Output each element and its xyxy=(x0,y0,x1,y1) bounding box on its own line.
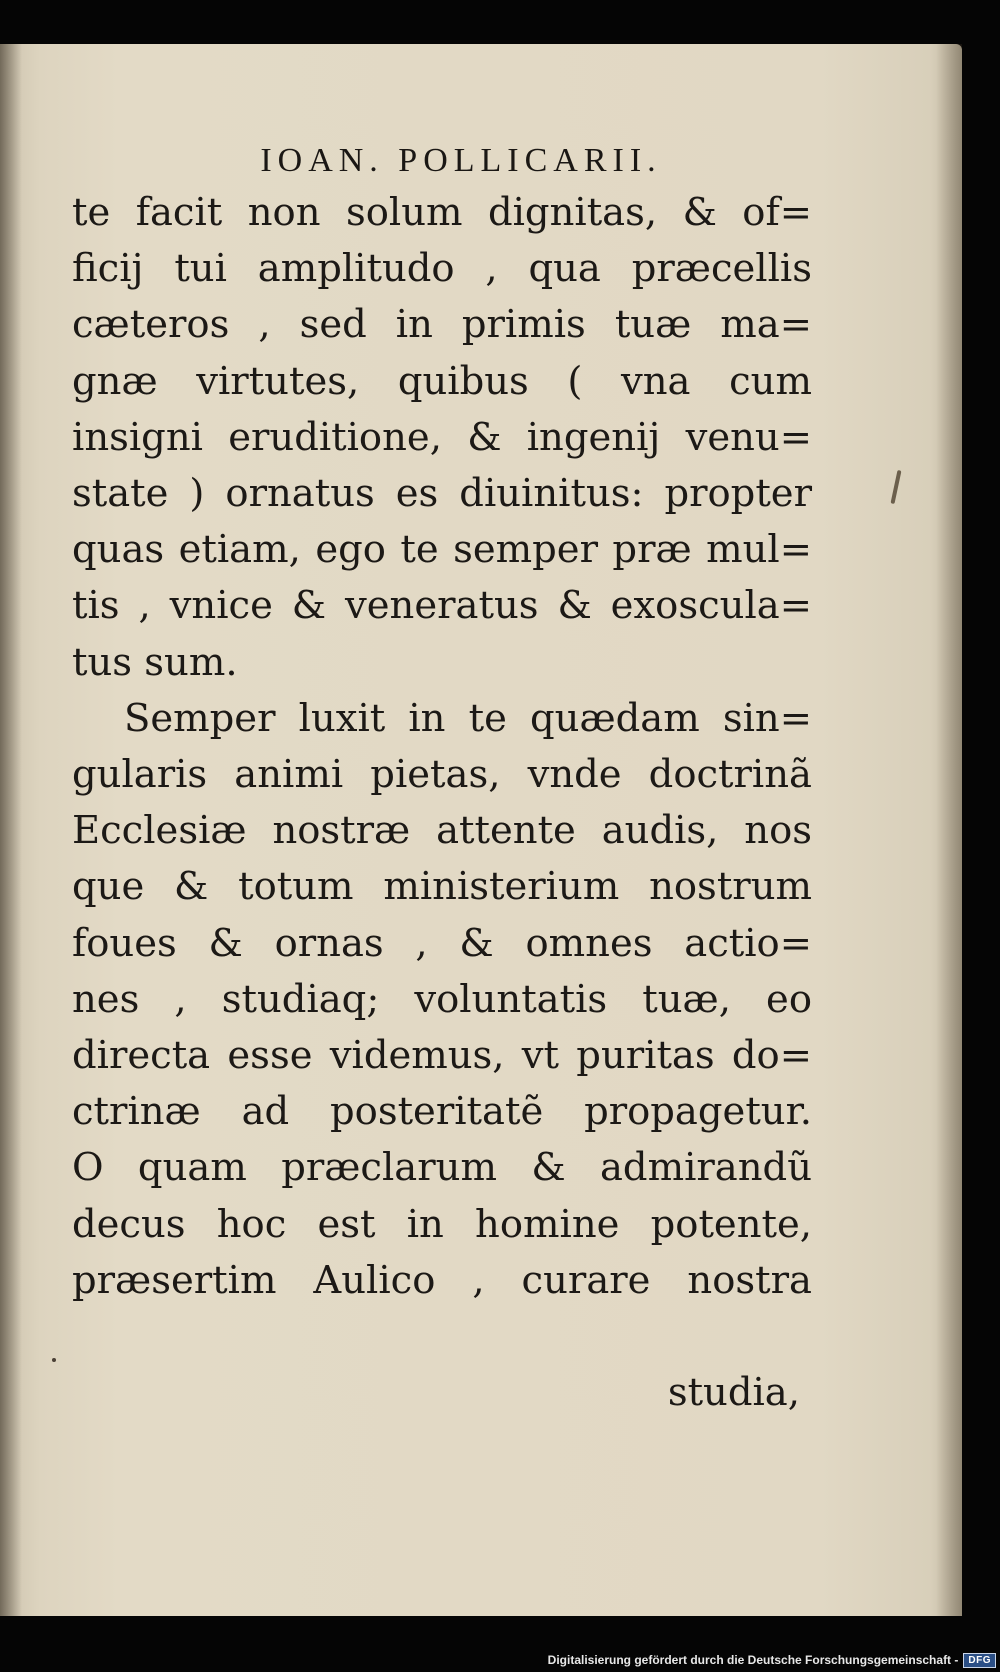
text-line: te facit non solum dignitas, & of= xyxy=(72,190,812,235)
page-gutter-shadow xyxy=(0,44,22,1616)
text-line: state ) ornatus es diuinitus: propter xyxy=(72,471,812,517)
text-line: cæteros , sed in primis tuæ ma= xyxy=(72,302,812,348)
text-line-paragraph-end: tus sum. xyxy=(72,639,238,685)
text-line: gnæ virtutes, quibus ( vna cum xyxy=(72,358,812,404)
text-line: ficij tui amplitudo , qua præcellis xyxy=(72,246,812,292)
text-line: que & totum ministerium nostrum xyxy=(72,864,812,910)
text-line: gularis animi pietas, vnde doctrinã xyxy=(72,752,812,798)
text-line: quas etiam, ego te semper præ mul= xyxy=(72,527,812,573)
catchword: studia, xyxy=(667,1370,800,1415)
text-line: foues & ornas , & omnes actio= xyxy=(72,920,812,966)
running-head: IOAN. POLLICARII. xyxy=(260,142,662,179)
text-line: ctrinæ ad posteritatẽ propagetur. xyxy=(72,1089,812,1135)
text-line: nes , studiaq; voluntatis tuæ, eo xyxy=(72,976,812,1022)
text-line: Ecclesiæ nostræ attente audis, nos xyxy=(72,808,812,854)
text-line: directa esse videmus, vt puritas do= xyxy=(72,1033,812,1079)
text-line: præsertim Aulico , curare nostra xyxy=(72,1257,812,1303)
body-text xyxy=(72,185,812,1309)
dfg-logo-icon: DFG xyxy=(963,1653,996,1668)
text-line-paragraph-start: Semper luxit in te quædam sin= xyxy=(124,695,812,741)
text-line: O quam præclarum & admirandũ xyxy=(72,1145,812,1191)
text-line: decus hoc est in homine potente, xyxy=(72,1201,812,1247)
paper-blemish xyxy=(52,1358,56,1362)
text-line: insigni eruditione, & ingenij venu= xyxy=(72,414,812,460)
text-line: tis , vnice & veneratus & exoscula= xyxy=(72,583,812,629)
credit-text: Digitalisierung gefördert durch die Deutsche Forschungsgemeinschaft - xyxy=(547,1653,959,1667)
digitization-credit xyxy=(548,1650,996,1670)
